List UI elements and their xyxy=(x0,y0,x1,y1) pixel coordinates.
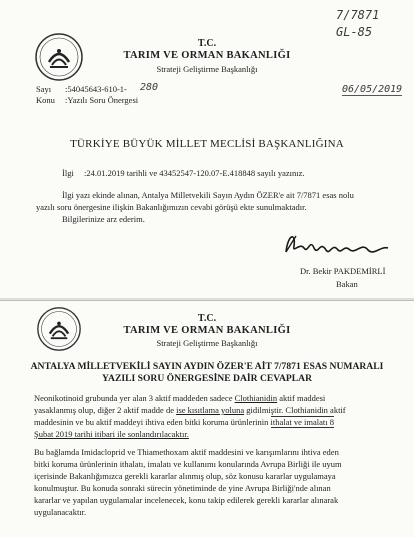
answer-title-line-1: ANTALYA MİLLETVEKİLİ SAYIN AYDIN ÖZER'E AİT 7/7871 ESAS NUMARALI xyxy=(30,361,384,372)
p1-line-3: maddesinin ve bu aktif maddeyi ihtiva eden bitki koruma ürünlerinin ithalat ve imalatı 8 xyxy=(34,417,335,427)
handwritten-ref-code: GL-85 xyxy=(336,25,373,39)
letterhead-ministry: TARIM VE ORMAN BAKANLIĞI xyxy=(123,50,291,61)
p2-line-3: içerisinde Bakanlığımızca gerekli kararlar alınmış olup, söz konusu kararlar uygulamaya xyxy=(34,471,336,481)
p1-line-1: Neonikotinoid grubunda yer alan 3 aktif maddeden sadece Clothianidin aktif maddesi xyxy=(34,393,326,403)
sayi-handwritten-number: 280 xyxy=(140,82,159,93)
sayi-label: Sayı xyxy=(36,84,52,94)
konu-value: :Yazılı Soru Önergesi xyxy=(65,95,139,105)
konu-label: Konu xyxy=(36,95,55,105)
p2-line-1: Bu bağlamda Imidacloprid ve Thiamethoxam aktif maddesini ve karışımlarını ihtiva eden xyxy=(34,447,339,457)
letterhead-tc: T.C. xyxy=(197,313,217,324)
p2-line-6: uygulanacaktır. xyxy=(34,507,87,517)
addressee: TÜRKİYE BÜYÜK MİLLET MECLİSİ BAŞKANLIĞINA xyxy=(70,138,344,150)
p1-line-4: Şubat 2019 tarihi itibari ile sonlandırılacaktır. xyxy=(34,429,189,439)
handwritten-date: 06/05/2019 xyxy=(342,84,403,95)
letterhead-department: Strateji Geliştirme Başkanlığı xyxy=(156,64,258,74)
p2-line-4: konulmuştur. Bu konuda sonraki sürecin yönetiminde de yine Avrupa Birliği'nde alınan xyxy=(34,483,331,493)
answer-title-line-2: YAZILI SORU ÖNERGESİNE DAİR CEVAPLAR xyxy=(101,373,313,384)
handwritten-ref-number: 7/7871 xyxy=(336,8,380,22)
signature-icon xyxy=(282,228,392,260)
signer-name: Dr. Bekir PAKDEMİRLİ xyxy=(300,266,386,276)
ilgi-label: İlgi xyxy=(62,168,74,178)
body-line-2: yazılı soru önergesine ilişkin Bakanlığımızın cevabi görüşü ekte sunulmaktadır. xyxy=(36,202,307,212)
p2-line-5: kararlar ve yapılan uygulamalar incelenecek, konu takip edilerek gerekli kararlar alınarak xyxy=(34,495,339,505)
letterhead-ministry: TARIM VE ORMAN BAKANLIĞI xyxy=(123,325,291,336)
closing-line: Bilgilerinize arz ederim. xyxy=(62,214,145,224)
answer-page xyxy=(0,300,414,537)
ilgi-text: :24.01.2019 tarihli ve 43452547-120.07-E.418848 sayılı yazınız. xyxy=(84,168,305,178)
letterhead-department: Strateji Geliştirme Başkanlığı xyxy=(156,338,258,348)
body-line-1: İlgi yazı ekinde alınan, Antalya Milletvekili Sayın Aydın ÖZER'e ait 7/7871 esas nolu xyxy=(62,190,354,200)
letterhead-tc: T.C. xyxy=(197,38,217,49)
p2-line-2: bitki koruma ürünlerinin ithalatı, imalatı ve kullanımı konularında Avrupa Birliği ile uyum xyxy=(34,459,342,469)
sayi-value: :54045643-610-1- xyxy=(65,84,127,94)
signer-title: Bakan xyxy=(336,279,358,289)
p1-line-2: yasaklanmış olup, diğer 2 aktif madde de ise kısıtlama yoluna gidilmiştir. Clothianidin aktif xyxy=(34,405,346,415)
